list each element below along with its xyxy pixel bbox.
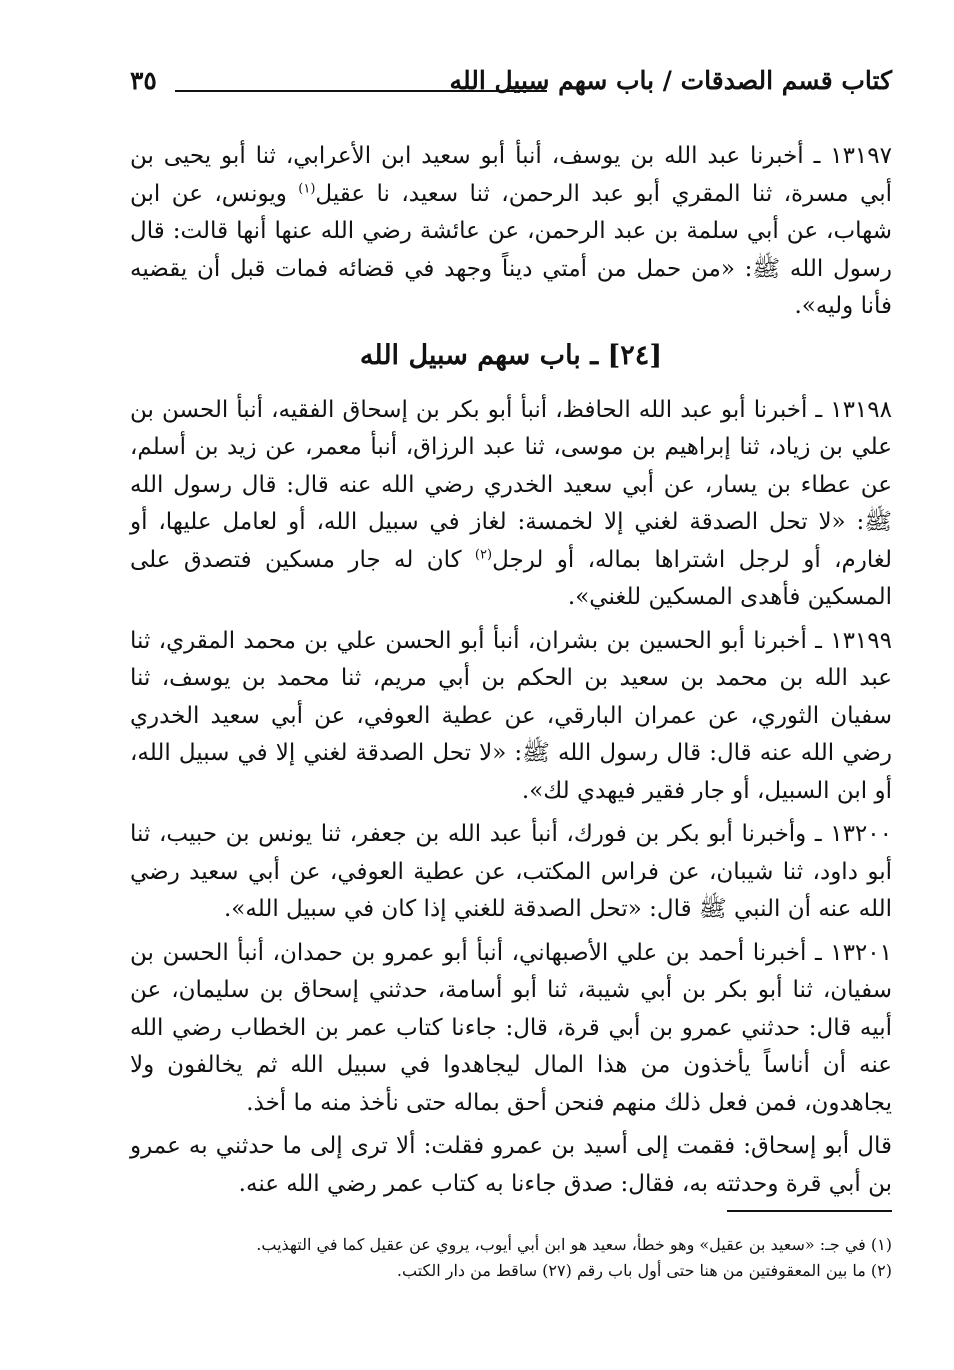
hadith-paragraph (130, 138, 892, 326)
hadith-paragraph (130, 392, 892, 617)
hadith-number: ١٣١٩٨ (830, 396, 892, 423)
hadith-text: ـ أخبرنا عبد الله بن يوسف، أنبأ أبو سعيد ابن الأعرابي، ثنا أبو يحيى بن أبي مسرة، ثنا المقري أبو عبد الرحمن، ثنا سعيد، نا عقيل (130, 143, 892, 207)
commentary-text: قال أبو إسحاق: فقمت إلى أسيد بن عمرو فقلت: ألا ترى إلى ما حدثني به عمرو بن أبي قرة وحدثته به، فقال: صدق جاءنا به كتاب عمر رضي الله عنه. (130, 1133, 892, 1197)
running-header (130, 66, 892, 106)
hadith-number: ١٣٢٠٠ (830, 821, 892, 847)
section-heading: [٢٤] ـ باب سهم سبيل الله (359, 339, 663, 371)
hadith-paragraph (130, 935, 892, 1123)
footnote-2: (٢) ما بين المعقوفتين من هنا حتى أول باب رقم (٢٧) ساقط من دار الكتب. (396, 1261, 892, 1280)
header-title: كتاب قسم الصدقات / باب سهم سبيل الله (449, 66, 892, 95)
footnote-ref: (١) (298, 180, 316, 196)
page-number: ٣٥ (130, 66, 157, 95)
footnote-ref: (٢) (474, 546, 493, 562)
hadith-paragraph (130, 816, 892, 929)
hadith-text: ـ أخبرنا أبو عبد الله الحافظ، أنبأ أبو بكر بن إسحاق الفقيه، أنبأ الحسن بن علي بن زياد، ثنا إبراهيم بن موسى، ثنا عبد الرزاق، أنبأ معمر، عن زيد بن أسلم، عن عطاء بن يسار، عن أبي سعيد الخدري رضي الله عنه قال: قال رسول الله ﷺ: «لا تحل الصدقة لغني إلا لخمسة: لغاز في سبيل الله، أو لعامل عليها، أو لغارم، أو لرجل اشتراها بماله، أو لرجل (130, 396, 892, 573)
footnotes (130, 1232, 892, 1284)
hadith-text: ـ أخبرنا أبو الحسين بن بشران، أنبأ أبو الحسن علي بن محمد المقري، ثنا عبد الله بن محمد بن سعيد بن الحكم بن أبي مريم، ثنا محمد بن يوسف، ثنا سفيان الثوري، عن عمران البارقي، عن عطية العوفي، عن أبي سعيد الخدري رضي الله عنه قال: قال رسول الله ﷺ: «لا تحل الصدقة لغني إلا في سبيل الله، أو ابن السبيل، أو جار فقير فيهدي لك». (130, 627, 892, 804)
hadith-text: ـ وأخبرنا أبو بكر بن فورك، أنبأ عبد الله بن جعفر، ثنا يونس بن حبيب، ثنا أبو داود، ثنا شيبان، عن فراس المكتب، عن عطية العوفي، عن أبي سعيد رضي الله عنه أن النبي ﷺ قال: «تحل الصدقة للغني إذا كان في سبيل الله». (130, 821, 892, 922)
hadith-text-continued: ويونس، عن ابن شهاب، عن أبي سلمة بن عبد الرحمن، عن عائشة رضي الله عنها أنها قالت: قال رسول الله ﷺ: «من حمل من أمتي ديناً وجهد في قضائه فمات قبل أن يقضيه فأنا وليه». (130, 180, 892, 319)
main-text (130, 138, 892, 1209)
hadith-paragraph (130, 623, 892, 811)
hadith-number: ١٣١٩٩ (830, 627, 892, 654)
footnote-1: (١) في جـ: «سعيد بن عقيل» وهو خطأ، سعيد هو ابن أبي أيوب، يروي عن عقيل كما في التهذيب. (256, 1235, 892, 1254)
footnote-separator (727, 1210, 892, 1212)
hadith-text-continued: كان له جار مسكين فتصدق على المسكين فأهدى المسكين للغني». (130, 546, 892, 610)
commentary-paragraph (130, 1128, 892, 1203)
header-rule (175, 90, 547, 92)
hadith-number: ١٣١٩٧ (830, 143, 892, 169)
hadith-number: ١٣٢٠١ (830, 939, 892, 966)
hadith-text: ـ أخبرنا أحمد بن علي الأصبهاني، أنبأ أبو عمرو بن حمدان، أنبأ الحسن بن سفيان، ثنا أبو بكر بن أبي شيبة، ثنا أبو أسامة، حدثني إسحاق بن سليمان، عن أبيه قال: حدثني عمرو بن أبي قرة، قال: جاءنا كتاب عمر بن الخطاب رضي الله عنه أن أناساً يأخذون من هذا المال ليجاهدوا في سبيل الله ثم يخالفون ولا يجاهدون، فمن فعل ذلك منهم فنحن أحق بماله حتى نأخذ منه ما أخذ. (130, 939, 892, 1116)
